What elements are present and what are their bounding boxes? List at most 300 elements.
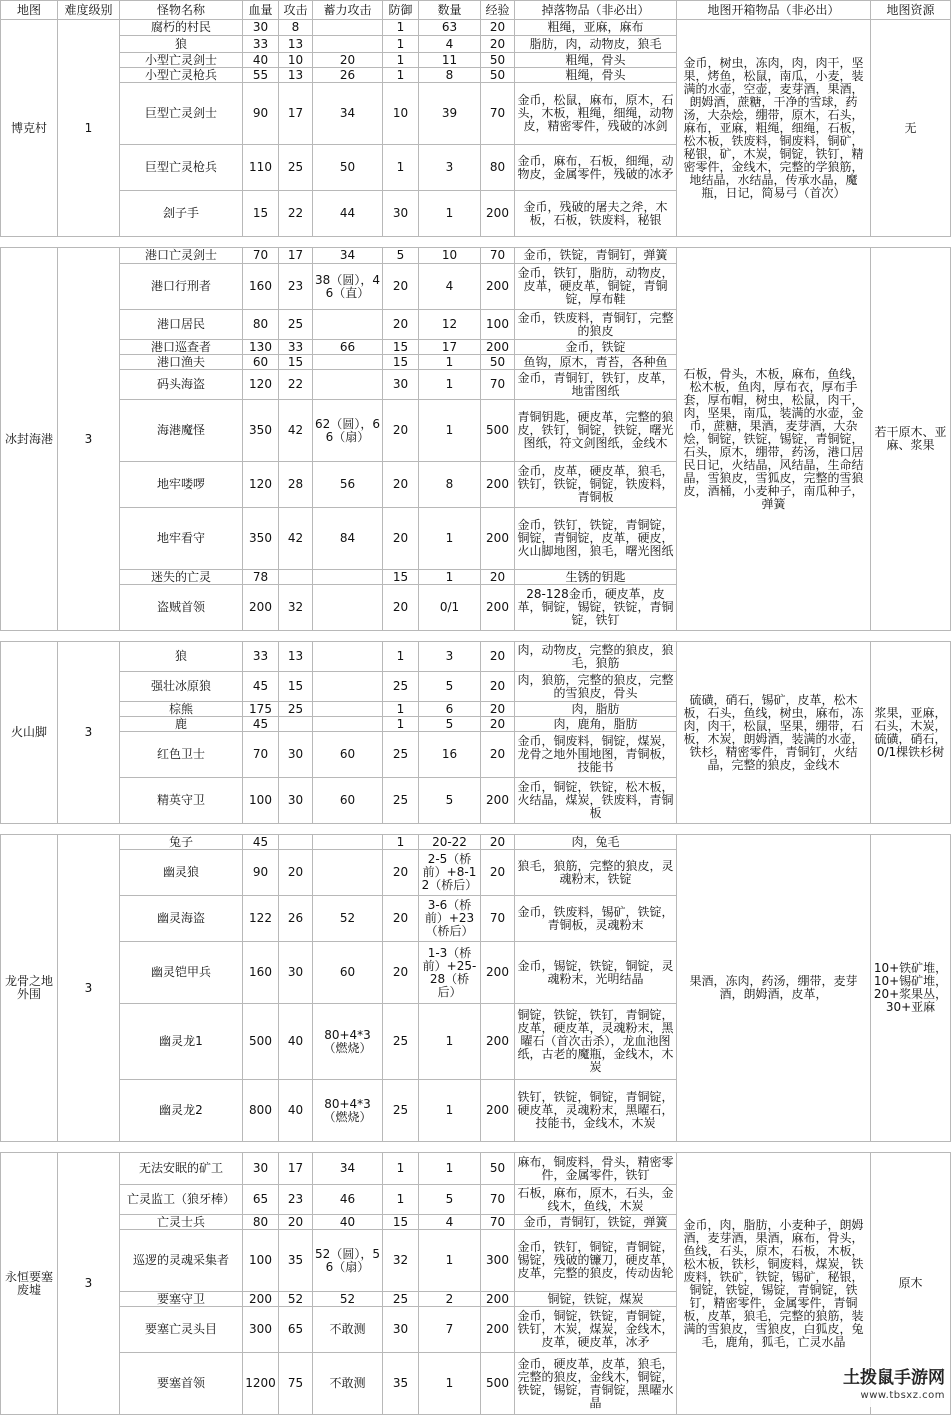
- exp-cell: 70: [481, 248, 515, 264]
- count-cell: 1: [419, 1353, 481, 1415]
- separator-cell: [1, 237, 951, 248]
- count-cell: 1-3（桥前）+25-28（桥后）: [419, 942, 481, 1004]
- exp-cell: 20: [481, 835, 515, 850]
- charge-attack-cell: 80+4*3（燃烧）: [313, 1004, 383, 1080]
- hp-cell: 40: [243, 53, 279, 68]
- exp-cell: 50: [481, 355, 515, 370]
- drops-cell: 金币，铁废料，锡矿，铁锭，青铜板，灵魂粉末: [515, 896, 677, 942]
- drops-cell: 生锈的钥匙: [515, 570, 677, 585]
- monster-name-cell: 巨型亡灵枪兵: [120, 145, 243, 191]
- defense-cell: 25: [383, 1292, 419, 1307]
- charge-attack-cell: 60: [313, 778, 383, 824]
- exp-cell: 50: [481, 68, 515, 83]
- hp-cell: 45: [243, 835, 279, 850]
- hp-cell: 200: [243, 1292, 279, 1307]
- count-cell: 1: [419, 1153, 481, 1185]
- exp-cell: 70: [481, 370, 515, 400]
- count-cell: 4: [419, 1215, 481, 1230]
- drops-cell: 金币，铜锭，铁锭，松木板，火结晶，煤炭，铁废料，青铜板: [515, 778, 677, 824]
- defense-cell: 30: [383, 191, 419, 237]
- monster-name-cell: 巨型亡灵剑士: [120, 83, 243, 145]
- count-cell: 0/1: [419, 585, 481, 631]
- drops-cell: 金币，铁钉，铜锭，青铜锭，锡锭，残破的镰刀，硬皮革，皮革，完整的狼皮，传动齿轮: [515, 1230, 677, 1292]
- charge-attack-cell: 44: [313, 191, 383, 237]
- count-cell: 2-5（桥前）+8-12（桥后）: [419, 850, 481, 896]
- monster-name-cell: 红色卫士: [120, 732, 243, 778]
- monster-name-cell: 码头海盗: [120, 370, 243, 400]
- attack-cell: 13: [279, 642, 313, 672]
- drops-cell: 铁钉，铁锭，铜锭，青铜锭，硬皮革，灵魂粉末，黑曜石，技能书，金线木，木炭: [515, 1080, 677, 1142]
- attack-cell: 22: [279, 370, 313, 400]
- count-cell: 3: [419, 145, 481, 191]
- attack-cell: 33: [279, 340, 313, 355]
- monster-name-cell: 幽灵狼: [120, 850, 243, 896]
- drops-cell: 金币，青铜钉，铁锭，弹簧: [515, 1215, 677, 1230]
- charge-attack-cell: 60: [313, 732, 383, 778]
- attack-cell: 23: [279, 1185, 313, 1215]
- monster-name-cell: 幽灵铠甲兵: [120, 942, 243, 1004]
- difficulty-cell: 3: [58, 1153, 120, 1415]
- table-row: [1, 20, 951, 36]
- exp-cell: 70: [481, 1215, 515, 1230]
- count-cell: 3-6（桥前）+23（桥后）: [419, 896, 481, 942]
- exp-cell: 50: [481, 1153, 515, 1185]
- map-name-cell: 博克村: [1, 20, 58, 237]
- header-count: 数量: [419, 1, 481, 20]
- count-cell: 8: [419, 462, 481, 508]
- monster-name-cell: 海港魔怪: [120, 400, 243, 462]
- exp-cell: 20: [481, 717, 515, 732]
- charge-attack-cell: 56: [313, 462, 383, 508]
- map-resources-cell: 浆果，亚麻，石头，木炭，硫磺，硝石，0/1棵铁杉树: [871, 642, 951, 824]
- count-cell: 39: [419, 83, 481, 145]
- charge-attack-cell: [313, 570, 383, 585]
- charge-attack-cell: 不敢测: [313, 1353, 383, 1415]
- hp-cell: 30: [243, 1153, 279, 1185]
- exp-cell: 200: [481, 1307, 515, 1353]
- exp-cell: 500: [481, 1353, 515, 1415]
- drops-cell: 青铜钥匙，硬皮革，完整的狼皮，铁钉，铜锭，铁锭，曙光图纸，符文剑图纸，金线木: [515, 400, 677, 462]
- defense-cell: 25: [383, 1004, 419, 1080]
- exp-cell: 200: [481, 340, 515, 355]
- drops-cell: 金币，铁钉，铁锭，青铜锭，铜锭，青铜锭，皮革，硬皮，火山脚地图，狼毛，曙光图纸: [515, 508, 677, 570]
- charge-attack-cell: [313, 355, 383, 370]
- attack-cell: 13: [279, 68, 313, 83]
- defense-cell: 15: [383, 340, 419, 355]
- drops-cell: 铜锭，铁锭，铁钉，青铜锭，皮革，硬皮革，灵魂粉末，黑曜石（首次击杀），龙血池图纸，古老的魔瓶，金线木，木炭: [515, 1004, 677, 1080]
- map-resources-cell: 若干原木、亚麻、浆果: [871, 248, 951, 631]
- attack-cell: 42: [279, 400, 313, 462]
- monster-name-cell: 港口亡灵剑士: [120, 248, 243, 264]
- hp-cell: 500: [243, 1004, 279, 1080]
- charge-attack-cell: 46: [313, 1185, 383, 1215]
- hp-cell: 110: [243, 145, 279, 191]
- charge-attack-cell: 60: [313, 942, 383, 1004]
- chest-items-cell: 果酒，冻肉，药汤，绷带，麦芽酒，朗姆酒，皮革，: [677, 835, 871, 1142]
- count-cell: 1: [419, 1080, 481, 1142]
- charge-attack-cell: [313, 585, 383, 631]
- drops-cell: 肉，动物皮，完整的狼皮，狼毛，狼筋: [515, 642, 677, 672]
- hp-cell: 100: [243, 1230, 279, 1292]
- count-cell: 11: [419, 53, 481, 68]
- exp-cell: 20: [481, 702, 515, 717]
- monster-name-cell: 亡灵监工（狼牙棒）: [120, 1185, 243, 1215]
- charge-attack-cell: 66: [313, 340, 383, 355]
- charge-attack-cell: 20: [313, 53, 383, 68]
- charge-attack-cell: [313, 370, 383, 400]
- count-cell: 3: [419, 642, 481, 672]
- header-chest-items: 地图开箱物品（非必出）: [677, 1, 871, 20]
- hp-cell: 70: [243, 732, 279, 778]
- table-row: [1, 642, 951, 672]
- count-cell: 2: [419, 1292, 481, 1307]
- section-separator: [1, 237, 951, 248]
- map-name-cell: 冰封海港: [1, 248, 58, 631]
- monster-name-cell: 无法安眠的矿工: [120, 1153, 243, 1185]
- drops-cell: 金币，铜锭，铁锭，青铜锭，铁钉，木炭，煤炭，金线木，皮革，硬皮革，冰矛: [515, 1307, 677, 1353]
- charge-attack-cell: [313, 717, 383, 732]
- exp-cell: 70: [481, 83, 515, 145]
- attack-cell: 26: [279, 896, 313, 942]
- count-cell: 4: [419, 264, 481, 310]
- charge-attack-cell: [313, 672, 383, 702]
- drops-cell: 肉，兔毛: [515, 835, 677, 850]
- difficulty-cell: 3: [58, 835, 120, 1142]
- defense-cell: 1: [383, 145, 419, 191]
- defense-cell: 1: [383, 20, 419, 36]
- count-cell: 10: [419, 248, 481, 264]
- attack-cell: 17: [279, 248, 313, 264]
- monster-name-cell: 幽灵龙2: [120, 1080, 243, 1142]
- defense-cell: 30: [383, 370, 419, 400]
- monster-name-cell: 小型亡灵剑士: [120, 53, 243, 68]
- count-cell: 1: [419, 191, 481, 237]
- count-cell: 5: [419, 778, 481, 824]
- section-separator: [1, 1142, 951, 1153]
- difficulty-cell: 3: [58, 248, 120, 631]
- hp-cell: 160: [243, 264, 279, 310]
- drops-cell: 金币，铁锭: [515, 340, 677, 355]
- defense-cell: 25: [383, 732, 419, 778]
- charge-attack-cell: 34: [313, 83, 383, 145]
- monster-name-cell: 强壮冰原狼: [120, 672, 243, 702]
- attack-cell: 75: [279, 1353, 313, 1415]
- charge-attack-cell: 34: [313, 1153, 383, 1185]
- chest-items-cell: 金币，肉，脂肪，小麦种子，朗姆酒，麦芽酒，果酒，麻布，骨头，鱼线，石头，原木，石板，木板，松木板，铁杉，铜废料，煤炭，铁废料，铁矿，铁锭，锡矿，秘银，铜锭，铁锭，锡锭，青铜锭，铁钉，精密零件，金属零件，青铜板，皮革，狼毛，完整的狼筋，装满的雪狼皮，雪狼皮，白狐皮，兔毛，鹿角，狐毛，亡灵水晶: [677, 1153, 871, 1415]
- monster-name-cell: 盗贼首领: [120, 585, 243, 631]
- difficulty-cell: 1: [58, 20, 120, 237]
- defense-cell: 20: [383, 942, 419, 1004]
- chest-items-cell: 石板，骨头，木板，麻布，鱼线，松木板，鱼肉，厚布衣，厚布手套，厚布帽，树虫，松鼠，肉干，肉，坚果，南瓜，装满的水壶，金币，蔗糖，果酒，麦芽酒，大杂烩，铜锭，铁锭，锡锭，青铜锭，石头，原木，绷带，药汤，港口居民日记，火结晶，风结晶，生命结晶，雪狼皮，雪狐皮，完整的雪狼皮，酒桶，小麦种子，南瓜种子，弹簧: [677, 248, 871, 631]
- defense-cell: 1: [383, 36, 419, 53]
- drops-cell: 金币，铁钉，脂肪，动物皮，皮革，硬皮革，铜锭，青铜锭，厚布鞋: [515, 264, 677, 310]
- attack-cell: 32: [279, 585, 313, 631]
- defense-cell: 20: [383, 585, 419, 631]
- exp-cell: 500: [481, 400, 515, 462]
- count-cell: 4: [419, 36, 481, 53]
- attack-cell: [279, 717, 313, 732]
- header-monster-name: 怪物名称: [120, 1, 243, 20]
- monster-name-cell: 鹿: [120, 717, 243, 732]
- monster-name-cell: 迷失的亡灵: [120, 570, 243, 585]
- watermark-url: www.tbsxz.com: [860, 1390, 945, 1401]
- attack-cell: 22: [279, 191, 313, 237]
- monster-name-cell: 要塞守卫: [120, 1292, 243, 1307]
- charge-attack-cell: [313, 20, 383, 36]
- hp-cell: 33: [243, 642, 279, 672]
- attack-cell: 42: [279, 508, 313, 570]
- attack-cell: [279, 570, 313, 585]
- count-cell: 1: [419, 400, 481, 462]
- exp-cell: 200: [481, 1004, 515, 1080]
- exp-cell: 20: [481, 36, 515, 53]
- header-difficulty: 难度级别: [58, 1, 120, 20]
- drops-cell: 肉，鹿角，脂肪: [515, 717, 677, 732]
- drops-cell: 肉，狼筋，完整的狼皮，完整的雪狼皮，骨头: [515, 672, 677, 702]
- monster-name-cell: 幽灵龙1: [120, 1004, 243, 1080]
- count-cell: 5: [419, 672, 481, 702]
- charge-attack-cell: [313, 310, 383, 340]
- drops-cell: 金币，皮革，硬皮革，狼毛，铁钉，铁锭，铜锭，铁废料，青铜板: [515, 462, 677, 508]
- charge-attack-cell: [313, 642, 383, 672]
- watermark-title: 土拨鼠手游网: [843, 1368, 945, 1388]
- defense-cell: 35: [383, 1353, 419, 1415]
- exp-cell: 200: [481, 778, 515, 824]
- attack-cell: 35: [279, 1230, 313, 1292]
- exp-cell: 200: [481, 462, 515, 508]
- charge-attack-cell: 不敢测: [313, 1307, 383, 1353]
- header-attack: 攻击: [279, 1, 313, 20]
- header-map: 地图: [1, 1, 58, 20]
- defense-cell: 1: [383, 68, 419, 83]
- attack-cell: 17: [279, 1153, 313, 1185]
- count-cell: 5: [419, 1185, 481, 1215]
- defense-cell: 25: [383, 778, 419, 824]
- monster-name-cell: 港口巡查者: [120, 340, 243, 355]
- charge-attack-cell: [313, 835, 383, 850]
- count-cell: 6: [419, 702, 481, 717]
- drops-cell: 金币，铜废料，铜锭，煤炭，龙骨之地外围地图，青铜板，技能书: [515, 732, 677, 778]
- monster-name-cell: 巡逻的灵魂采集者: [120, 1230, 243, 1292]
- hp-cell: 350: [243, 508, 279, 570]
- section-separator: [1, 824, 951, 835]
- attack-cell: 40: [279, 1004, 313, 1080]
- hp-cell: 80: [243, 1215, 279, 1230]
- defense-cell: 10: [383, 83, 419, 145]
- attack-cell: 23: [279, 264, 313, 310]
- drops-cell: 脂肪，肉，动物皮，狼毛: [515, 36, 677, 53]
- exp-cell: 20: [481, 732, 515, 778]
- attack-cell: 30: [279, 942, 313, 1004]
- attack-cell: 25: [279, 145, 313, 191]
- attack-cell: 25: [279, 702, 313, 717]
- header-charge-attack: 蓄力攻击: [313, 1, 383, 20]
- attack-cell: 65: [279, 1307, 313, 1353]
- map-resources-cell: 无: [871, 20, 951, 237]
- defense-cell: 20: [383, 264, 419, 310]
- drops-cell: 粗绳，骨头: [515, 53, 677, 68]
- drops-cell: 石板，麻布，原木，石头，金线木，鱼线，木炭: [515, 1185, 677, 1215]
- charge-attack-cell: 34: [313, 248, 383, 264]
- defense-cell: 20: [383, 462, 419, 508]
- hp-cell: 200: [243, 585, 279, 631]
- defense-cell: 1: [383, 1153, 419, 1185]
- charge-attack-cell: 80+4*3（燃烧）: [313, 1080, 383, 1142]
- attack-cell: 15: [279, 672, 313, 702]
- hp-cell: 15: [243, 191, 279, 237]
- drops-cell: 狼毛，狼筋，完整的狼皮，灵魂粉末，铁锭: [515, 850, 677, 896]
- drops-cell: 铜锭，铁锭，煤炭: [515, 1292, 677, 1307]
- count-cell: 20-22: [419, 835, 481, 850]
- hp-cell: 122: [243, 896, 279, 942]
- hp-cell: 80: [243, 310, 279, 340]
- count-cell: 1: [419, 1004, 481, 1080]
- defense-cell: 25: [383, 672, 419, 702]
- count-cell: 16: [419, 732, 481, 778]
- defense-cell: 1: [383, 1185, 419, 1215]
- exp-cell: 20: [481, 850, 515, 896]
- monster-name-cell: 亡灵士兵: [120, 1215, 243, 1230]
- monster-name-cell: 地牢喽啰: [120, 462, 243, 508]
- hp-cell: 55: [243, 68, 279, 83]
- drops-cell: 粗绳，亚麻，麻布: [515, 20, 677, 36]
- monster-name-cell: 港口渔夫: [120, 355, 243, 370]
- monster-name-cell: 棕熊: [120, 702, 243, 717]
- separator-cell: [1, 1142, 951, 1153]
- drops-cell: 28-128金币，硬皮革，皮革，铜锭，锡锭，铁锭，青铜锭，铁钉: [515, 585, 677, 631]
- header-drops: 掉落物品（非必出）: [515, 1, 677, 20]
- drops-cell: 金币，青铜钉，铁钉，皮革，地雷图纸: [515, 370, 677, 400]
- defense-cell: 5: [383, 248, 419, 264]
- header-exp: 经验: [481, 1, 515, 20]
- attack-cell: 28: [279, 462, 313, 508]
- defense-cell: 20: [383, 850, 419, 896]
- monster-name-cell: 兔子: [120, 835, 243, 850]
- charge-attack-cell: [313, 702, 383, 717]
- defense-cell: 15: [383, 355, 419, 370]
- attack-cell: [279, 835, 313, 850]
- attack-cell: 20: [279, 850, 313, 896]
- exp-cell: 20: [481, 672, 515, 702]
- hp-cell: 1200: [243, 1353, 279, 1415]
- exp-cell: 50: [481, 53, 515, 68]
- attack-cell: 13: [279, 36, 313, 53]
- monster-name-cell: 幽灵海盗: [120, 896, 243, 942]
- defense-cell: 30: [383, 1307, 419, 1353]
- hp-cell: 800: [243, 1080, 279, 1142]
- monster-name-cell: 港口行刑者: [120, 264, 243, 310]
- charge-attack-cell: 52: [313, 896, 383, 942]
- map-name-cell: 永恒要塞废墟: [1, 1153, 58, 1415]
- count-cell: 1: [419, 355, 481, 370]
- defense-cell: 15: [383, 1215, 419, 1230]
- drops-cell: 金币，麻布，石板，细绳，动物皮，金属零件，残破的冰矛: [515, 145, 677, 191]
- charge-attack-cell: 38（圆），46（直）: [313, 264, 383, 310]
- charge-attack-cell: 26: [313, 68, 383, 83]
- exp-cell: 70: [481, 896, 515, 942]
- charge-attack-cell: 52: [313, 1292, 383, 1307]
- attack-cell: 25: [279, 310, 313, 340]
- count-cell: 8: [419, 68, 481, 83]
- defense-cell: 1: [383, 717, 419, 732]
- exp-cell: 100: [481, 310, 515, 340]
- drops-cell: 金币，锡锭，铁锭，铜锭，灵魂粉末，光明结晶: [515, 942, 677, 1004]
- chest-items-cell: 硫磺，硝石，锡矿，皮革，松木板，石头，鱼线，树虫，麻布，冻肉，肉干，松鼠，坚果，绷带，石板，木炭，朗姆酒，装满的水壶，铁杉，精密零件，青铜钉，火结晶，完整的狼皮，金线木: [677, 642, 871, 824]
- charge-attack-cell: 84: [313, 508, 383, 570]
- count-cell: 1: [419, 370, 481, 400]
- monster-name-cell: 狼: [120, 36, 243, 53]
- exp-cell: 200: [481, 264, 515, 310]
- attack-cell: 52: [279, 1292, 313, 1307]
- section-separator: [1, 631, 951, 642]
- hp-cell: 120: [243, 462, 279, 508]
- hp-cell: 78: [243, 570, 279, 585]
- hp-cell: 60: [243, 355, 279, 370]
- exp-cell: 200: [481, 1292, 515, 1307]
- attack-cell: 8: [279, 20, 313, 36]
- attack-cell: 40: [279, 1080, 313, 1142]
- defense-cell: 1: [383, 835, 419, 850]
- attack-cell: 17: [279, 83, 313, 145]
- drops-cell: 金币，残破的屠夫之斧，木板，石板，铁废料，秘银: [515, 191, 677, 237]
- monster-name-cell: 地牢看守: [120, 508, 243, 570]
- hp-cell: 130: [243, 340, 279, 355]
- hp-cell: 70: [243, 248, 279, 264]
- attack-cell: 20: [279, 1215, 313, 1230]
- hp-cell: 300: [243, 1307, 279, 1353]
- header-hp: 血量: [243, 1, 279, 20]
- count-cell: 12: [419, 310, 481, 340]
- hp-cell: 175: [243, 702, 279, 717]
- defense-cell: 1: [383, 702, 419, 717]
- drops-cell: 粗绳，骨头: [515, 68, 677, 83]
- drops-cell: 金币，硬皮革，皮革，狼毛，完整的狼皮，金线木，铜锭，铁锭，锡锭，青铜锭，黑曜水晶: [515, 1353, 677, 1415]
- chest-items-cell: 金币，树虫，冻肉，肉，肉干，坚果，烤鱼，松鼠，南瓜，小麦，装满的水壶，空壶，麦芽酒，果酒，朗姆酒，蔗糖，干净的雪球，药汤，大杂烩，绷带，原木，石头，麻布，亚麻，粗绳，细绳，石板，松木板，铁废料，铜废料，铜矿，秘银，矿，木炭，铜锭，铁钉，精密零件，金线木，完整的学狼筋，地结晶，水结晶，传承水晶，魔瓶，日记，简易弓（首次）: [677, 20, 871, 237]
- defense-cell: 20: [383, 310, 419, 340]
- header-map-resources: 地图资源: [871, 1, 951, 20]
- hp-cell: 100: [243, 778, 279, 824]
- charge-attack-cell: 50: [313, 145, 383, 191]
- hp-cell: 30: [243, 20, 279, 36]
- drops-cell: 金币，松鼠，麻布，原木，石头，木板，粗绳，细绳，动物皮，精密零件，残破的冰剑: [515, 83, 677, 145]
- defense-cell: 20: [383, 400, 419, 462]
- count-cell: 63: [419, 20, 481, 36]
- monster-name-cell: 腐朽的村民: [120, 20, 243, 36]
- count-cell: 1: [419, 508, 481, 570]
- drops-cell: 金币，铁锭，青铜钉，弹簧: [515, 248, 677, 264]
- exp-cell: 300: [481, 1230, 515, 1292]
- charge-attack-cell: [313, 36, 383, 53]
- defense-cell: 15: [383, 570, 419, 585]
- map-name-cell: 龙骨之地外围: [1, 835, 58, 1142]
- attack-cell: 30: [279, 778, 313, 824]
- separator-cell: [1, 631, 951, 642]
- exp-cell: 80: [481, 145, 515, 191]
- defense-cell: 1: [383, 642, 419, 672]
- exp-cell: 200: [481, 942, 515, 1004]
- defense-cell: 1: [383, 53, 419, 68]
- map-resources-cell: 原木: [871, 1153, 951, 1415]
- monster-name-cell: 港口居民: [120, 310, 243, 340]
- drops-cell: 麻布，铜废料，骨头，精密零件，金属零件，铁钉: [515, 1153, 677, 1185]
- count-cell: 1: [419, 1230, 481, 1292]
- exp-cell: 200: [481, 585, 515, 631]
- table-row: [1, 1153, 951, 1185]
- count-cell: 17: [419, 340, 481, 355]
- monster-name-cell: 要塞首领: [120, 1353, 243, 1415]
- header-defense: 防御: [383, 1, 419, 20]
- hp-cell: 65: [243, 1185, 279, 1215]
